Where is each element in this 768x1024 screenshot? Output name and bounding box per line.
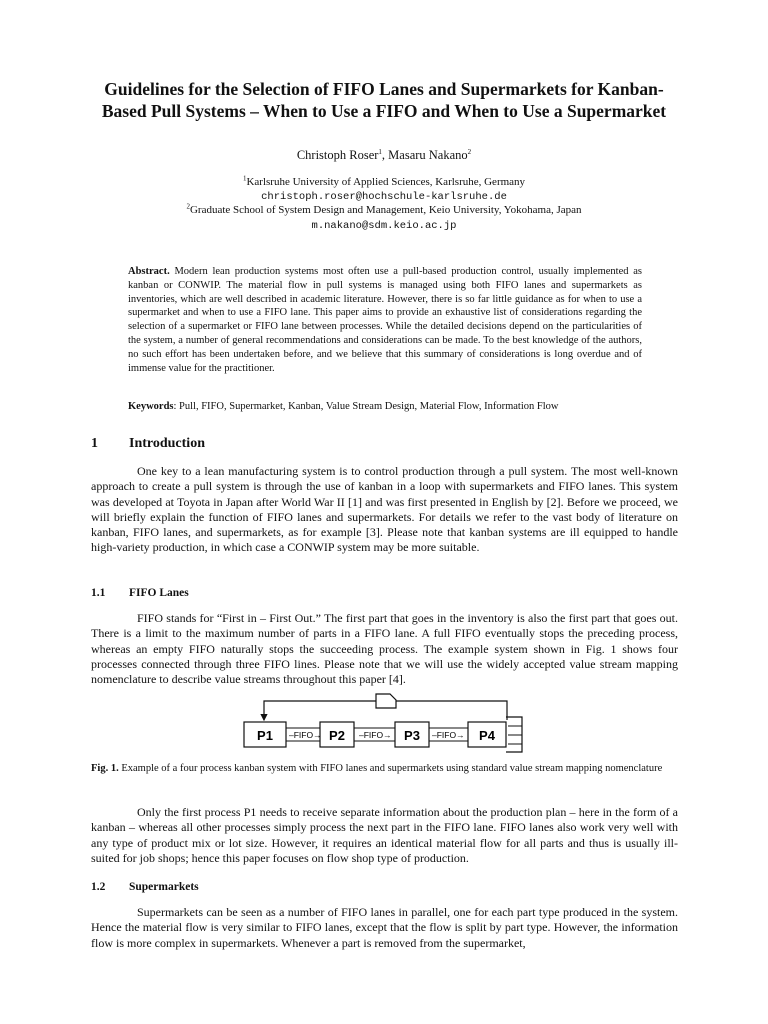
author-separator: , <box>381 148 389 162</box>
process-label-p1: P1 <box>257 728 273 743</box>
subsection-title: FIFO Lanes <box>129 587 189 599</box>
process-label-p4: P4 <box>479 728 495 743</box>
abstract <box>128 265 642 375</box>
affil-2-text: Graduate School of System Design and Management, Keio University, Yokohama, Japan <box>189 204 582 216</box>
affiliation-2 <box>80 203 688 217</box>
paper-title <box>80 78 688 122</box>
abstract-text: Modern lean production systems most often use a pull-based production control, usually implemented as kanban or CONWIP. The material flow in pull systems is managed using both FIFO lanes and supermarkets as inventories, which are well described in academic literature. However, there is so far little guidance as for when to use a supermarket and when to use a FIFO lane. This paper aims to provide an exhaustive list of considerations regarding the selection of a supermarket or FIFO lane between processes. While the detailed decisions depend on the particularities of the system, a number of general recommendations and considerations can be made. To the best knowledge of the authors, no such effort has been undertaken before, and we believe that this summary of considerations is long overdue and of immense value for the practitioner. <box>128 266 642 374</box>
fifo-diagram <box>240 690 530 760</box>
figure-1 <box>240 690 530 760</box>
subsection-title: Supermarkets <box>129 881 199 893</box>
fig-caption-text: Example of a four process kanban system with FIFO lanes and supermarkets using standard value stream mapping nomenclature <box>118 763 663 774</box>
intro-paragraph: One key to a lean manufacturing system is to control production through a pull system. The most well-known approach to create a pull system is through the use of kanban in a loop with supermarkets and FIFO lanes. This system was developed at Toyota in Japan after World War II [1] and was first presented in English by [2]. Before we proceed, we will briefly explain the function of FIFO lanes and supermarkets. For details we refer to the vast body of literature on kanban, FIFO lanes, and supermarkets, as for example [3]. Please note that kanban systems are ill equipped to handle high-variety production, in which case a CONWIP system may be more suitable. <box>91 464 678 555</box>
subsection-number: 1.1 <box>91 587 106 599</box>
subsection-heading-supermarkets <box>91 881 199 893</box>
keywords-label: Keywords <box>128 401 174 412</box>
keywords-text: : Pull, FIFO, Supermarket, Kanban, Value Stream Design, Material Flow, Information Flow <box>173 401 559 412</box>
fifo-label-3: –FIFO→ <box>432 730 465 740</box>
abstract-label: Abstract. <box>128 266 170 277</box>
title-line-2: Based Pull Systems – When to Use a FIFO and When to Use a Supermarket <box>101 101 667 121</box>
section-title: Introduction <box>129 436 205 451</box>
subsection-heading-fifo-lanes <box>91 587 189 599</box>
kanban-card-icon <box>376 694 396 708</box>
process-label-p3: P3 <box>404 728 420 743</box>
title-line-1: Guidelines for the Selection of FIFO Lanes and Supermarkets for Kanban- <box>104 79 664 99</box>
affil-1-sup: 1 <box>242 174 247 183</box>
fifo-label-1: –FIFO→ <box>289 730 322 740</box>
author-1-sup: 1 <box>378 147 382 156</box>
email-2: m.nakano@sdm.keio.ac.jp <box>311 220 457 232</box>
figure-1-caption <box>91 762 678 776</box>
affil-2-sup: 2 <box>186 202 190 211</box>
affil-1-text: Karlsruhe University of Applied Sciences, Karlsruhe, Germany <box>246 176 526 188</box>
subsection-number: 1.2 <box>91 881 106 893</box>
fifo-paragraph-2: Only the first process P1 needs to receive separate information about the production plan – here in the form of a kanban – whereas all other processes simply process the next part in the FIFO lane. FIFO lanes also work very well with any type of product mix or lot size. However, it requires an identical material flow for all parts and thus is usually ill-suited for job shops; hence this paper focuses on flow shop type of production. <box>91 805 678 865</box>
author-1: Christoph Roser <box>296 148 379 162</box>
author-2-sup: 2 <box>467 147 472 156</box>
keywords <box>128 400 642 414</box>
fig-caption-label: Fig. 1. <box>91 763 119 774</box>
supermarket-paragraph: Supermarkets can be seen as a number of FIFO lanes in parallel, one for each part type produced in the system. Hence the material flow is very similar to FIFO lanes, except that the flow is split by part type. However, the information flow is more complex in supermarkets. Whenever a part is removed from the supermarket, <box>91 905 678 950</box>
section-heading-introduction <box>91 436 205 452</box>
fifo-paragraph: FIFO stands for “First in – First Out.” The first part that goes in the inventory is also the first part that goes out. There is a limit to the maximum number of parts in a FIFO lane. A full FIFO eventually stops the preceding process, whereas an empty FIFO naturally stops the succeeding process. The example system shown in Fig. 1 shows four processes connected through three FIFO lines. Please note that we will use the widely accepted value stream mapping nomenclature to describe value streams throughout this paper [4]. <box>91 611 678 687</box>
process-label-p2: P2 <box>329 728 345 743</box>
email-1: christoph.roser@hochschule-karlsruhe.de <box>261 191 507 203</box>
section-number: 1 <box>91 436 98 451</box>
fifo-label-2: –FIFO→ <box>359 730 392 740</box>
authors <box>80 148 688 163</box>
author-2: Masaru Nakano <box>388 148 468 162</box>
affiliation-1 <box>80 175 688 189</box>
